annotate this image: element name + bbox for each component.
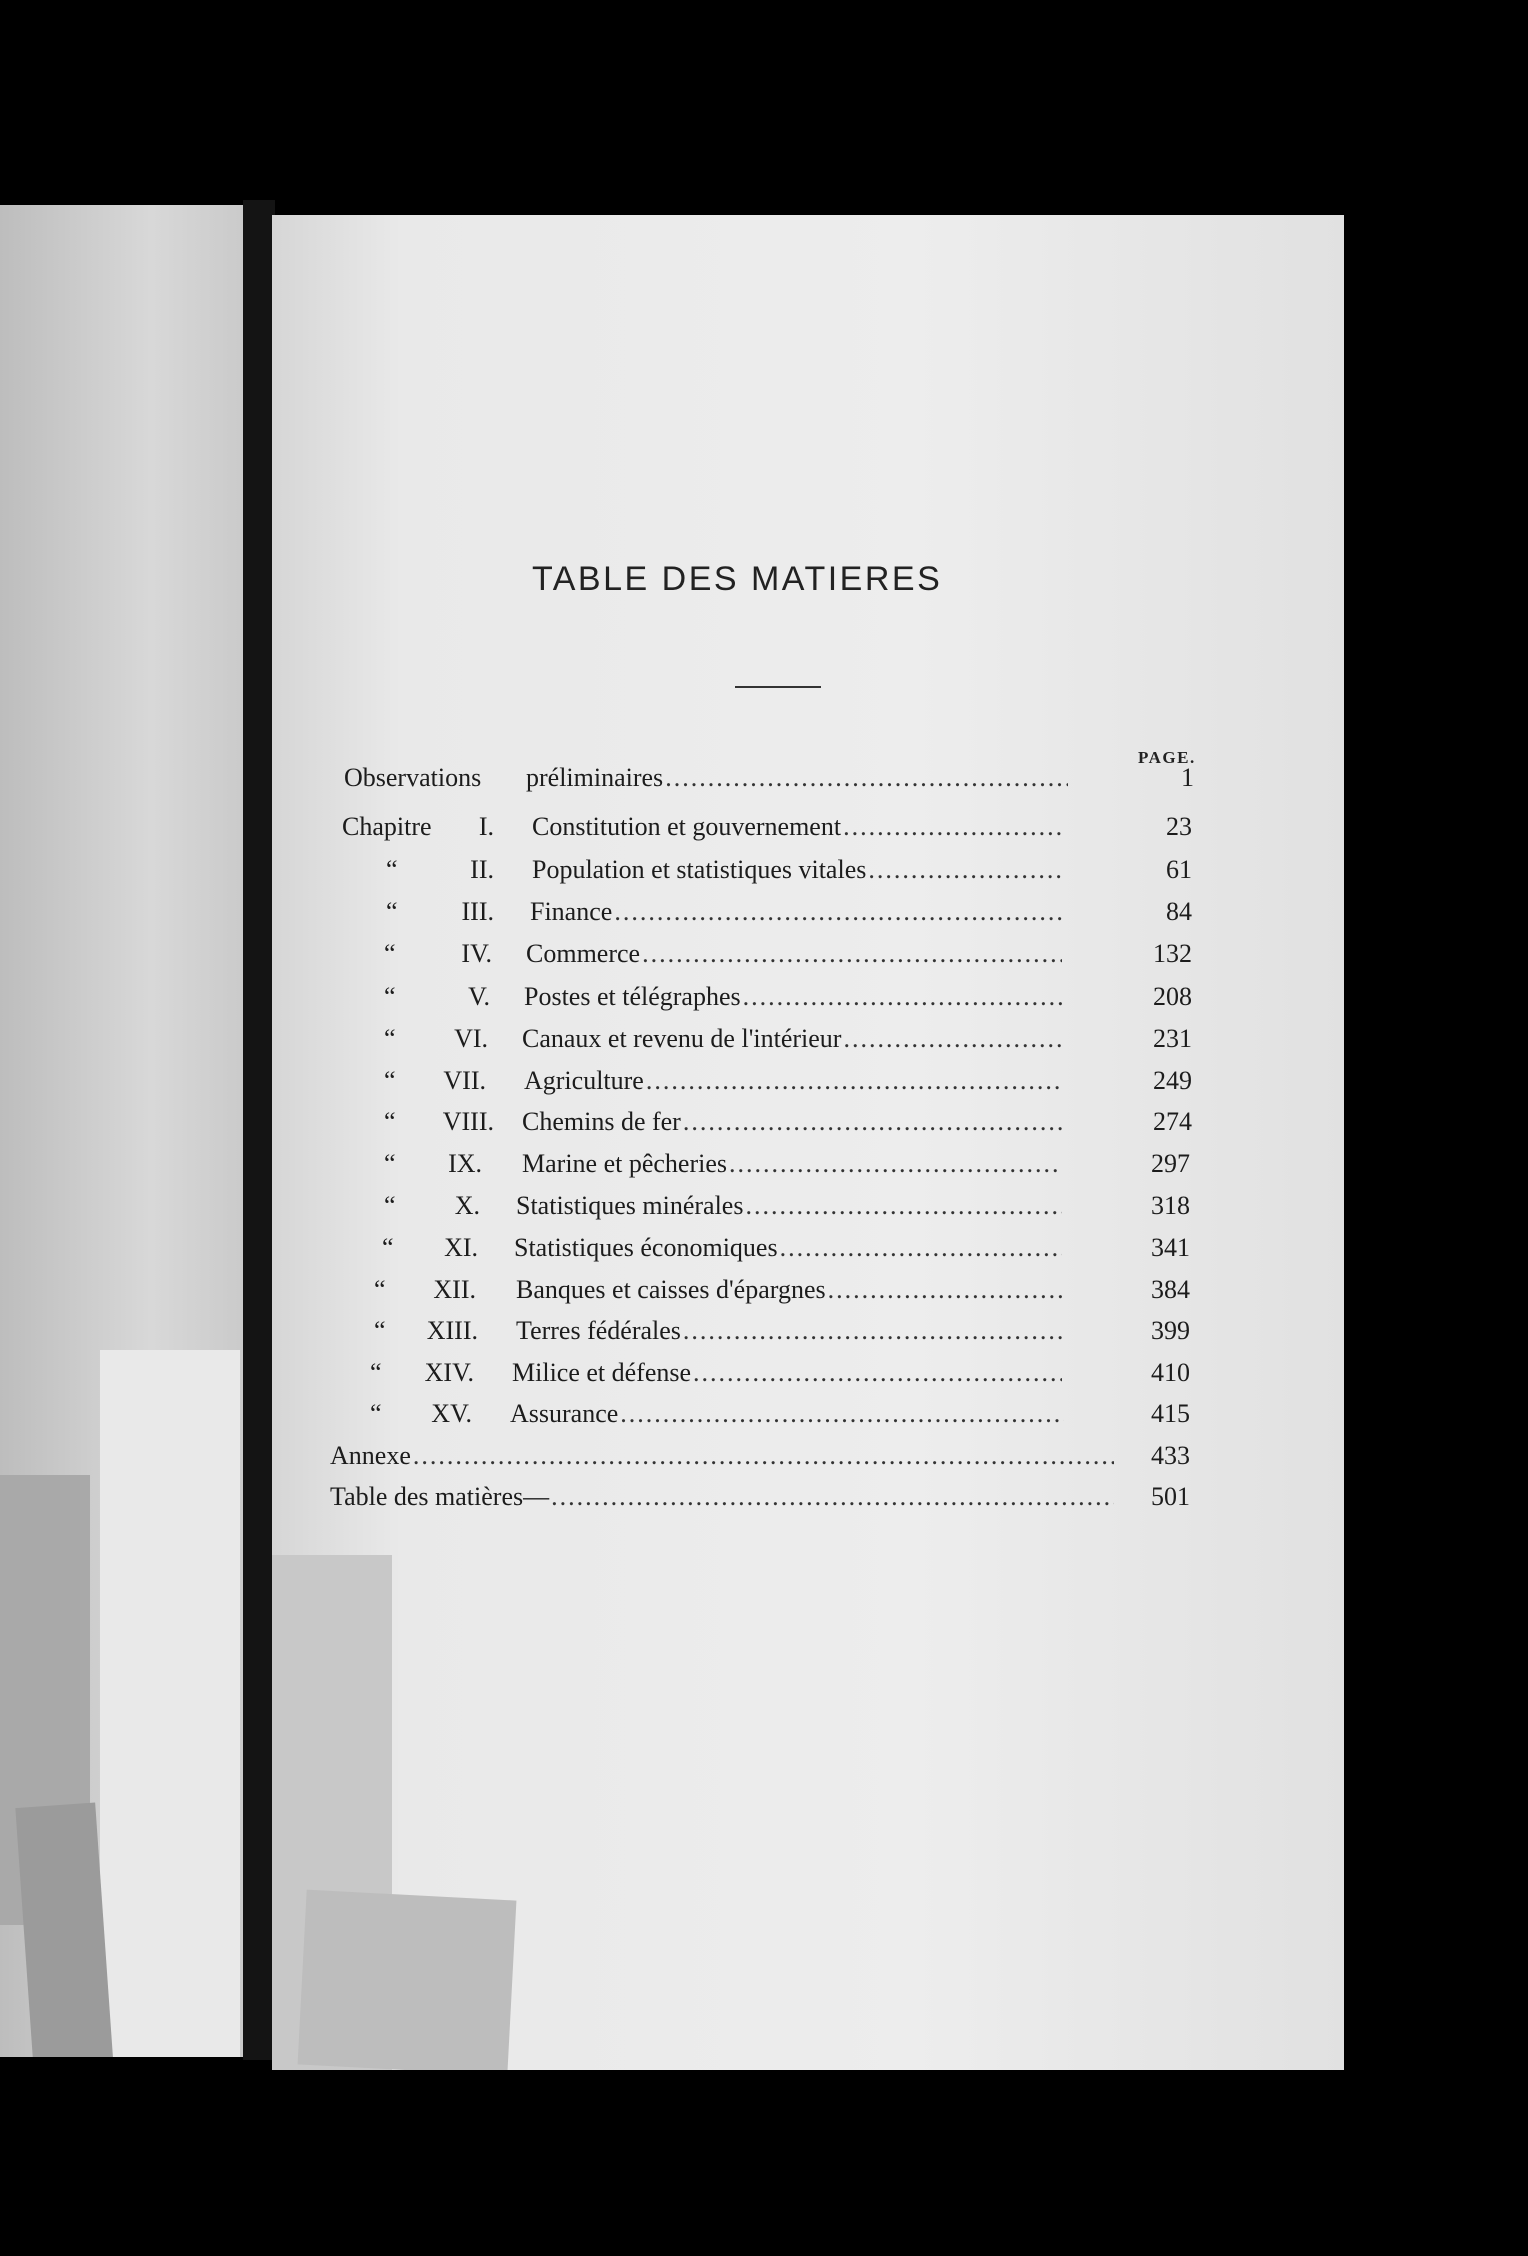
dot-leader [745,1186,1062,1226]
dot-leader [729,1144,1062,1184]
toc-label: Terres fédérales [516,1316,681,1345]
dot-leader [843,807,1064,847]
toc-label: préliminaires [526,763,664,792]
dot-leader [646,1061,1062,1101]
toc-label: Constitution et gouvernement [532,812,842,841]
toc-prefix: “ [374,1275,386,1304]
toc-prefix: “ [374,1316,386,1345]
toc-entry [320,1353,1202,1393]
toc-chapter-number: X. [454,1191,480,1220]
toc-prefix: “ [384,1149,396,1178]
toc-prefix: “ [384,1107,396,1136]
toc-chapter-number: XV. [431,1399,472,1428]
toc-label: Statistiques minérales [516,1191,744,1220]
toc-page: 208 [1153,982,1192,1011]
dot-leader [614,892,1064,932]
toc-prefix: “ [386,855,398,884]
toc-entry [342,892,1202,932]
dot-leader [780,1228,1062,1268]
toc-chapter-number: XIV. [424,1358,474,1387]
toc-page: 297 [1151,1149,1190,1178]
toc-chapter-number: XI. [444,1233,478,1262]
paper-patch [298,1890,517,2070]
toc-entry [344,758,1204,798]
toc-entry [338,977,1202,1017]
toc-entry [330,1477,1202,1517]
toc-page: 23 [1166,812,1192,841]
toc-entry [342,850,1202,890]
toc-page: 433 [1151,1441,1190,1470]
toc-label: Table des matières— [330,1482,550,1511]
dot-leader [868,850,1064,890]
toc-prefix: Observations [344,763,482,792]
toc-page: 231 [1153,1024,1192,1053]
toc-label: Population et statistiques vitales [532,855,867,884]
toc-prefix: “ [382,1233,394,1262]
left-page-edge [0,205,252,2057]
toc-label: Banques et caisses d'épargnes [516,1275,826,1304]
toc-label: Assurance [510,1399,619,1428]
toc-entry [340,934,1202,974]
dot-leader [413,1436,1114,1476]
toc-entry [324,1270,1202,1310]
toc-chapter-number: IV. [461,939,492,968]
dot-leader [693,1353,1062,1393]
page-column-header: PAGE. [1138,748,1196,767]
dot-leader [828,1270,1062,1310]
toc-entry [330,1144,1202,1184]
toc-page: 249 [1153,1066,1192,1095]
toc-prefix: “ [370,1358,382,1387]
toc-entry [318,1394,1202,1434]
toc-prefix: “ [384,982,396,1011]
toc-page: 274 [1153,1107,1192,1136]
dot-leader [683,1102,1062,1142]
page-title: TABLE DES MATIERES [532,560,943,598]
toc-label: Milice et défense [512,1358,692,1387]
toc-chapter-number: XII. [433,1275,476,1304]
toc-chapter-number: VI. [454,1024,488,1053]
book-spine [243,200,275,2060]
toc-page: 132 [1153,939,1192,968]
paper-strip [100,1350,240,2057]
toc-prefix: “ [384,1024,396,1053]
toc-label: Marine et pêcheries [522,1149,728,1178]
dot-leader [642,934,1062,974]
toc-page: 84 [1166,897,1192,926]
toc-page: 384 [1151,1275,1190,1304]
toc-label: Agriculture [524,1066,644,1095]
toc-entry [326,1228,1202,1268]
toc-label: Statistiques économiques [514,1233,778,1262]
toc-chapter-number: V. [468,982,490,1011]
page [272,215,1344,2070]
toc-entry [334,1061,1202,1101]
title-rule [735,686,821,688]
toc-label: Postes et télégraphes [524,982,741,1011]
toc-page: 410 [1151,1358,1190,1387]
toc-entry [342,807,1202,847]
dot-leader [743,977,1062,1017]
toc-page: 318 [1151,1191,1190,1220]
toc-entry [328,1186,1202,1226]
toc-prefix: “ [370,1399,382,1428]
toc-chapter-number: I. [478,812,494,841]
toc-page: 1 [1181,763,1194,792]
toc-chapter-number: III. [461,897,494,926]
dot-leader [843,1019,1062,1059]
toc-page: 341 [1151,1233,1190,1262]
dot-leader [551,1477,1114,1517]
toc-prefix: “ [384,1191,396,1220]
toc-label: Commerce [526,939,641,968]
toc-prefix: “ [386,897,398,926]
toc-entry [336,1019,1202,1059]
dot-leader [683,1311,1062,1351]
toc-page: 61 [1166,855,1192,884]
toc-label: Annexe [330,1441,411,1470]
toc-entry [330,1436,1202,1476]
toc-entry [322,1311,1202,1351]
dot-leader [665,758,1068,798]
toc-chapter-number: II. [470,855,494,884]
toc-label: Canaux et revenu de l'intérieur [522,1024,842,1053]
toc-prefix: “ [384,939,396,968]
toc-chapter-number: IX. [448,1149,482,1178]
toc-page: 399 [1151,1316,1190,1345]
toc-prefix: “ [384,1066,396,1095]
toc-prefix: Chapitre [342,812,432,841]
toc-chapter-number: VII. [443,1066,486,1095]
toc-entry [332,1102,1202,1142]
toc-page: 415 [1151,1399,1190,1428]
toc-label: Finance [530,897,613,926]
toc-chapter-number: VIII. [442,1107,494,1136]
toc-page: 501 [1151,1482,1190,1511]
dot-leader [620,1394,1064,1434]
toc-chapter-number: XIII. [426,1316,478,1345]
toc-label: Chemins de fer [522,1107,681,1136]
